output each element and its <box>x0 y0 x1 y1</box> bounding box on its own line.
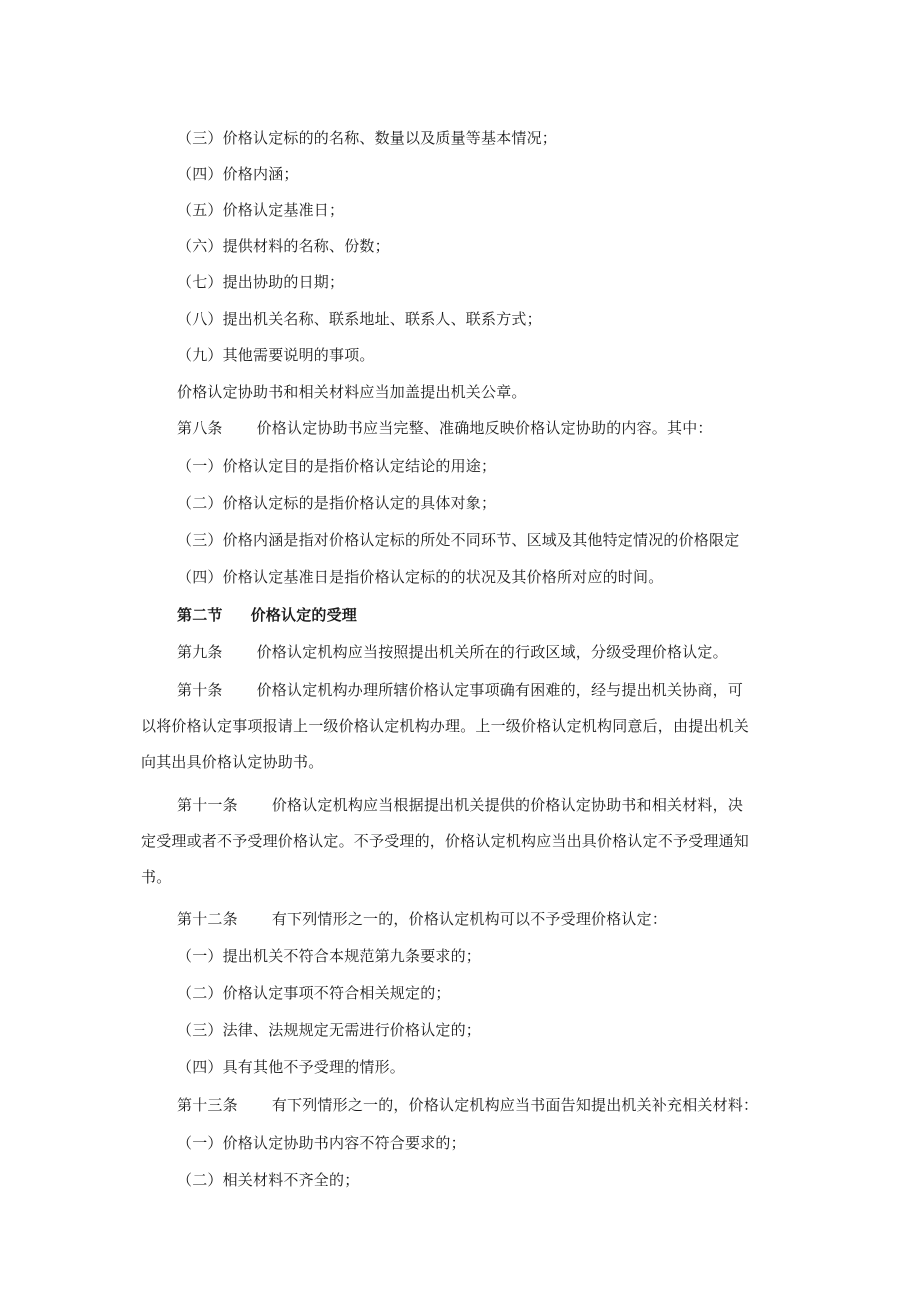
article-text: 价格认定协助书应当完整、准确地反映价格认定协助的内容。其中： <box>256 419 713 437</box>
list-item: （八）提出机关名称、联系地址、联系人、联系方式； <box>177 310 542 328</box>
list-item: （二）相关材料不齐全的； <box>177 1171 360 1189</box>
list-item: （四）价格内涵； <box>177 165 299 183</box>
article-text: 有下列情形之一的，价格认定机构可以不予受理价格认定： <box>271 910 668 928</box>
article-number: 第八条 <box>177 419 223 437</box>
article-10-cont: 以将价格认定事项报请上一级价格认定机构办理。上一级价格认定机构同意后，由提出机关 <box>141 717 750 735</box>
list-item: （一）提出机关不符合本规范第九条要求的； <box>177 947 482 965</box>
article-9 <box>177 642 728 662</box>
article-12 <box>177 909 667 929</box>
list-item: （三）法律、法规规定无需进行价格认定的； <box>177 1021 482 1039</box>
article-number: 第九条 <box>177 643 223 661</box>
article-10 <box>177 680 743 700</box>
article-11-cont: 定受理或者不予受理价格认定。不予受理的，价格认定机构应当出具价格认定不予受理通知 <box>141 832 750 850</box>
paragraph: 价格认定协助书和相关材料应当加盖提出机关公章。 <box>177 383 527 401</box>
list-item: （五）价格认定基准日； <box>177 201 345 219</box>
list-item: （二）价格认定事项不符合相关规定的； <box>177 984 451 1002</box>
list-item: （七）提出协助的日期； <box>177 273 345 291</box>
list-item: （六）提供材料的名称、份数； <box>177 237 390 255</box>
list-item: （三）价格内涵是指对价格认定标的所处不同环节、区域及其他特定情况的价格限定 <box>177 531 740 549</box>
list-item: （三）价格认定标的的名称、数量以及质量等基本情况； <box>177 129 558 147</box>
article-number: 第十一条 <box>177 796 238 814</box>
article-number: 第十三条 <box>177 1096 238 1114</box>
list-item: （九）其他需要说明的事项。 <box>177 346 375 364</box>
list-item: （一）价格认定目的是指价格认定结论的用途； <box>177 457 497 475</box>
article-11-cont: 书。 <box>141 868 172 886</box>
article-11 <box>177 795 743 815</box>
list-item: （四）价格认定基准日是指价格认定标的的状况及其价格所对应的时间。 <box>177 568 664 586</box>
article-10-cont: 向其出具价格认定协助书。 <box>141 753 324 771</box>
section-title: 价格认定的受理 <box>250 606 358 624</box>
list-item: （四）具有其他不予受理的情形。 <box>177 1058 406 1076</box>
section-heading <box>177 605 357 625</box>
list-item: （一）价格认定协助书内容不符合要求的； <box>177 1134 466 1152</box>
article-text: 有下列情形之一的，价格认定机构应当书面告知提出机关补充相关材料： <box>271 1096 759 1114</box>
list-item: （二）价格认定标的是指价格认定的具体对象； <box>177 494 497 512</box>
article-number: 第十条 <box>177 681 223 699</box>
article-text: 价格认定机构应当按照提出机关所在的行政区域，分级受理价格认定。 <box>256 643 728 661</box>
article-number: 第十二条 <box>177 910 238 928</box>
article-13 <box>177 1095 758 1115</box>
article-text: 价格认定机构办理所辖价格认定事项确有困难的，经与提出机关协商，可 <box>256 681 744 699</box>
article-text: 价格认定机构应当根据提出机关提供的价格认定协助书和相关材料，决 <box>271 796 744 814</box>
section-number: 第二节 <box>177 606 223 624</box>
article-8 <box>177 418 713 438</box>
